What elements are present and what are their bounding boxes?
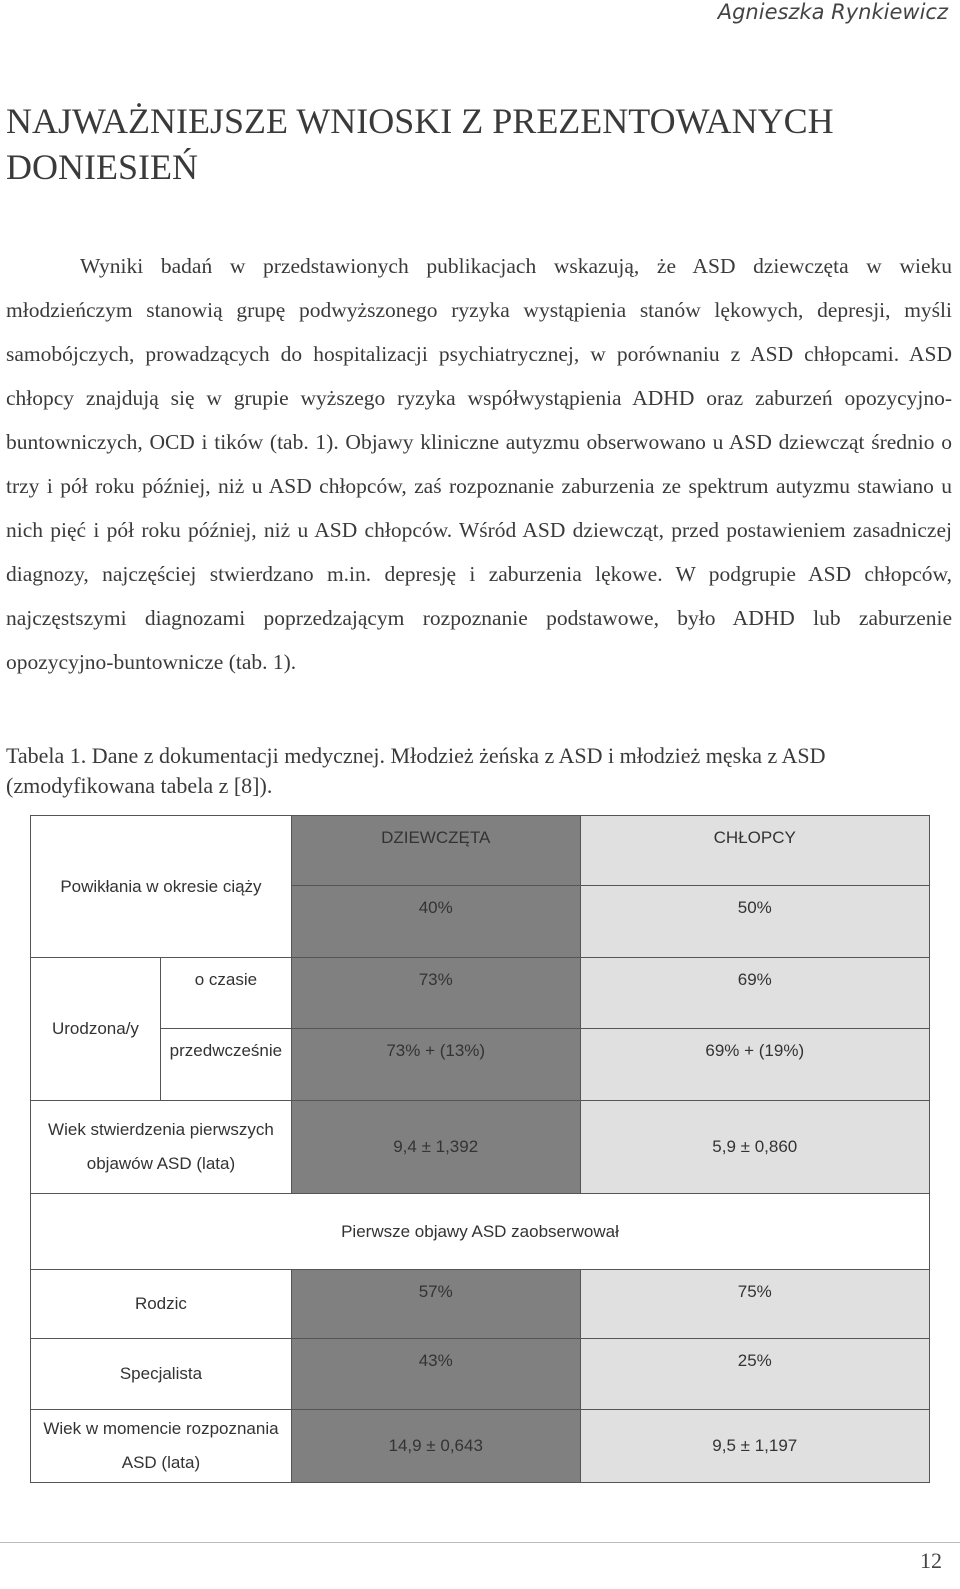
specialist-label: Specjalista: [31, 1339, 292, 1410]
body-paragraph: [6, 244, 952, 684]
parent-boys-value: 75%: [580, 1270, 929, 1339]
specialist-girls-value: 43%: [291, 1339, 580, 1410]
born-premature-boys-value: 69% + (19%): [580, 1029, 929, 1101]
first-symptoms-age-girls-value: 9,4 ± 1,392: [291, 1101, 580, 1194]
pregnancy-boys-value: 50%: [580, 886, 929, 958]
diagnosis-age-label-line1: Wiek w momencie rozpoznania: [43, 1419, 279, 1438]
pregnancy-girls-value: 40%: [291, 886, 580, 958]
diagnosis-age-boys-value: 9,5 ± 1,197: [580, 1410, 929, 1483]
footer-divider: [0, 1542, 960, 1543]
body-paragraph-text: Wyniki badań w przedstawionych publikacjach wskazują, że ASD dziewczęta w wieku młodzieńczym stanowią grupę podwyższonego ryzyka wystąpienia stanów lękowych, depresji, myśli samobójczych, prowadzących do hospitalizacji psychiatrycznej, w porównaniu z ASD chłopcami. ASD chłopcy znajdują się w grupie wyższego ryzyka współwystąpienia ADHD oraz zaburzeń opozycyjno-buntowniczych, OCD i tików (tab. 1). Objawy kliniczne autyzmu obserwowano u ASD dziewcząt średnio o trzy i pół roku później, niż u ASD chłopców, zaś rozpoznanie zaburzenia ze spektrum autyzmu stawiano u nich pięć i pół roku później, niż u ASD chłopców. Wśród ASD dziewcząt, przed postawieniem zasadniczej diagnozy, najczęściej stwierdzano m.in. depresję i zaburzenia lękowe. W podgrupie ASD chłopców, najczęstszymi diagnozami poprzedzającym rozpoznanie podstawowe, było ADHD lub zaburzenie opozycyjno-buntownicze (tab. 1).: [6, 254, 952, 674]
born-label: Urodzona/y: [31, 958, 161, 1101]
born-on-time-boys-value: 69%: [580, 958, 929, 1029]
born-on-time-girls-value: 73%: [291, 958, 580, 1029]
medical-data-table: [30, 815, 930, 1483]
first-symptoms-age-boys-value: 5,9 ± 0,860: [580, 1101, 929, 1194]
page-number: 12: [920, 1548, 942, 1573]
specialist-boys-value: 25%: [580, 1339, 929, 1410]
column-header-boys: CHŁOPCY: [580, 816, 929, 886]
column-header-girls: DZIEWCZĘTA: [291, 816, 580, 886]
diagnosis-age-label: [31, 1410, 292, 1483]
first-symptoms-age-label-line1: Wiek stwierdzenia pierwszych: [48, 1120, 274, 1139]
first-symptoms-observed-by-heading: Pierwsze objawy ASD zaobserwował: [31, 1194, 930, 1270]
born-on-time-label: o czasie: [160, 958, 291, 1029]
pregnancy-complications-label: Powikłania w okresie ciąży: [31, 816, 292, 958]
first-symptoms-age-label-line2: objawów ASD (lata): [86, 1154, 236, 1173]
born-premature-label: przedwcześnie: [160, 1029, 291, 1101]
diagnosis-age-girls-value: 14,9 ± 0,643: [291, 1410, 580, 1483]
table-caption: Tabela 1. Dane z dokumentacji medycznej. Młodzież żeńska z ASD i młodzież męska z ASD (zmodyfikowana tabela z [8]).: [6, 743, 826, 798]
first-symptoms-age-label: [31, 1101, 292, 1194]
diagnosis-age-label-line2: ASD (lata): [121, 1453, 201, 1472]
parent-label: Rodzic: [31, 1270, 292, 1339]
section-title: NAJWAŻNIEJSZE WNIOSKI Z PREZENTOWANYCH DONIESIEŃ: [6, 101, 834, 187]
parent-girls-value: 57%: [291, 1270, 580, 1339]
running-header-author: Agnieszka Rynkiewicz: [717, 0, 948, 24]
born-premature-girls-value: 73% + (13%): [291, 1029, 580, 1101]
